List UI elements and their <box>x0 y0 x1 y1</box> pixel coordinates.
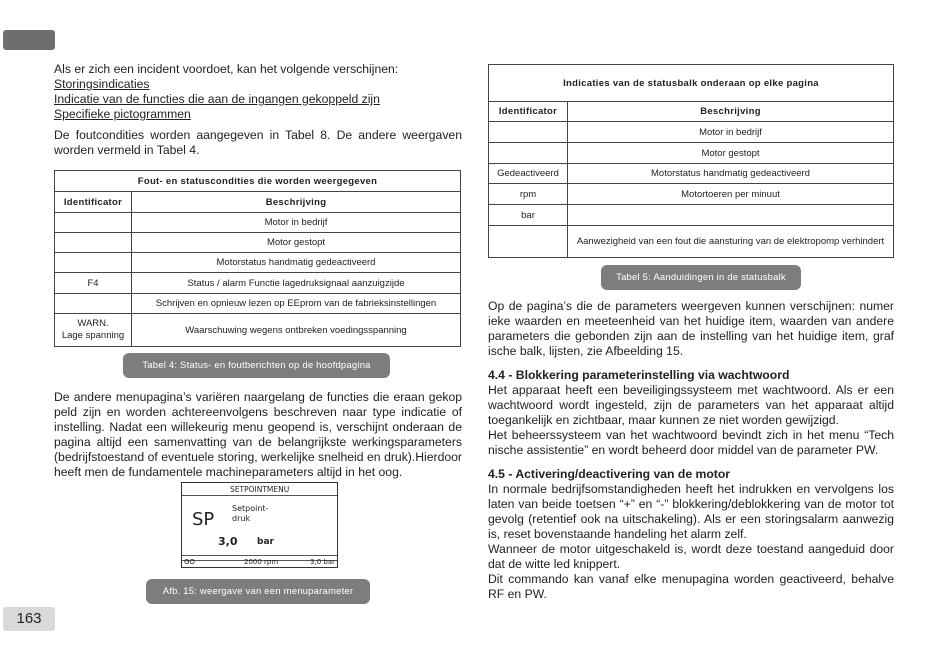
left-intro <box>54 62 462 158</box>
link-indicatie-functies[interactable]: Indicatie van de functies die aan de ingangen gekoppeld zijn <box>54 92 380 106</box>
table-4-col-desc: Beschrijving <box>132 192 461 213</box>
intro-text: Als er zich een incident voordoet, kan het volgende verschijnen: <box>54 62 399 76</box>
table-row: Motor in bedrijf <box>55 213 461 233</box>
right-body <box>488 299 894 602</box>
table-5-caption: Tabel 5: Aanduidingen in de statusbalk <box>601 265 801 290</box>
section-tab <box>3 30 55 50</box>
table-5 <box>488 64 894 258</box>
para-4-4-a: Het apparaat heeft een beveiligingssysteem met wachtwoord. Als er een wachtwoord wordt ingesteld, zijn de parameters van het apparaat altijd toegankelijk en zichtbaar, maar kunnen ze niet worden gewijzigd. <box>488 383 894 427</box>
table-row: bar <box>489 205 894 226</box>
table-5-title: Indicaties van de statusbalk onderaan op elke pagina <box>489 65 894 102</box>
para-parameters: Op de pagina’s die de parameters weergeven kunnen verschijnen: numer ieke waarden en meeteenheid van het huidige item, waarden van andere parameters die gebonden zijn aan de instelling van het huidige item, graf ische balk, lijsten, zie Afbeelding 15. <box>488 299 894 358</box>
table-row: Motor gestopt <box>55 233 461 253</box>
lcd-menu-display <box>181 482 338 568</box>
table-row: WARN. Lage spanning Waarschuwing wegens ontbreken voedingsspanning <box>55 314 461 347</box>
table-row: Motorstatus handmatig gedeactiveerd <box>55 253 461 273</box>
lcd-unit: bar <box>257 537 274 547</box>
table-row: Gedeactiveerd Motorstatus handmatig gedeactiveerd <box>489 164 894 184</box>
lcd-title: SETPOINTMENU <box>230 485 290 494</box>
heading-4-4: 4.4 - Blokkering parameterinstelling via wachtwoord <box>488 368 790 382</box>
heading-4-5: 4.5 - Activering/deactivering van de motor <box>488 467 731 481</box>
figure-15-caption: Afb. 15: weergave van een menuparameter <box>146 579 370 604</box>
para-foutcondities: De foutcondities worden aangegeven in Tabel 8. De andere weergaven worden vermeld in Tabel 4. <box>54 128 462 157</box>
link-pictogrammen[interactable]: Specifieke pictogrammen <box>54 107 191 121</box>
lcd-sp-label: SP <box>192 509 215 530</box>
table-5-col-desc: Beschrijving <box>568 102 894 122</box>
para-4-4-b: Het beheerssysteem van het wachtwoord bevindt zich in het menu “Tech nische assistentie” en wordt beheerd door middel van de parameter PW. <box>488 428 894 457</box>
lcd-status-rpm: 2000 rpm <box>244 558 279 566</box>
lcd-status-left: GO <box>184 558 195 566</box>
table-row: rpm Motortoeren per minuut <box>489 184 894 205</box>
para-4-5-c: Dit commando kan vanaf elke menupagina worden geactiveerd, behalve RF en PW. <box>488 572 894 601</box>
table-row: F4 Status / alarm Functie lagedruksignaal aanzuigzijde <box>55 273 461 294</box>
table-5-col-id: Identificator <box>489 102 568 122</box>
table-row: Aanwezigheid van een fout die aansturing van de elektropomp verhindert <box>489 226 894 258</box>
table-row: Schrijven en opnieuw lezen op EEprom van de fabrieksinstellingen <box>55 294 461 314</box>
table-row: Motor in bedrijf <box>489 122 894 143</box>
lcd-description: Setpoint- druk <box>232 504 269 523</box>
table-4-col-id: Identificator <box>55 192 132 213</box>
table-row: Motor gestopt <box>489 143 894 164</box>
para-4-5-a: In normale bedrijfsomstandigheden heeft het indrukken en vervolgens los laten van beide toetsen “+” en “-” blokkering/deblokkering van de motor tot gevolg (retentief ook na uitschakeling). Als er een storingsalarm aanwezig is, reset bovenstaande handeling het alarm zelf. <box>488 482 894 541</box>
table-4 <box>54 170 461 347</box>
para-4-5-b: Wanneer de motor uitgeschakeld is, wordt deze toestand aangeduid door dat de witte led knippert. <box>488 542 894 571</box>
lcd-status-pressure: 3,0 bar <box>310 558 335 566</box>
table-4-caption: Tabel 4: Status- en foutberichten op de hoofdpagina <box>123 353 390 378</box>
lcd-value: 3,0 <box>218 535 238 548</box>
link-storingsindicaties[interactable]: Storingsindicaties <box>54 77 150 91</box>
table-4-title: Fout- en statuscondities die worden weergegeven <box>55 171 461 192</box>
para-menupaginas: De andere menupagina’s variëren naargelang de functies die eraan gekop peld zijn en worden achtereenvolgens beschreven naar type indicatie of instelling. Nadat een willekeurig menu geopend is, verschijnt onderaan de pagina altijd een samenvatting van de belangrijkste werkingsparameters (bedrijfstoestand of eventuele storing, werkelijke snelheid en druk).Hierdoor heeft men de fundamentele machineparameters altijd in het oog. <box>54 390 462 479</box>
page-number: 163 <box>3 607 55 631</box>
